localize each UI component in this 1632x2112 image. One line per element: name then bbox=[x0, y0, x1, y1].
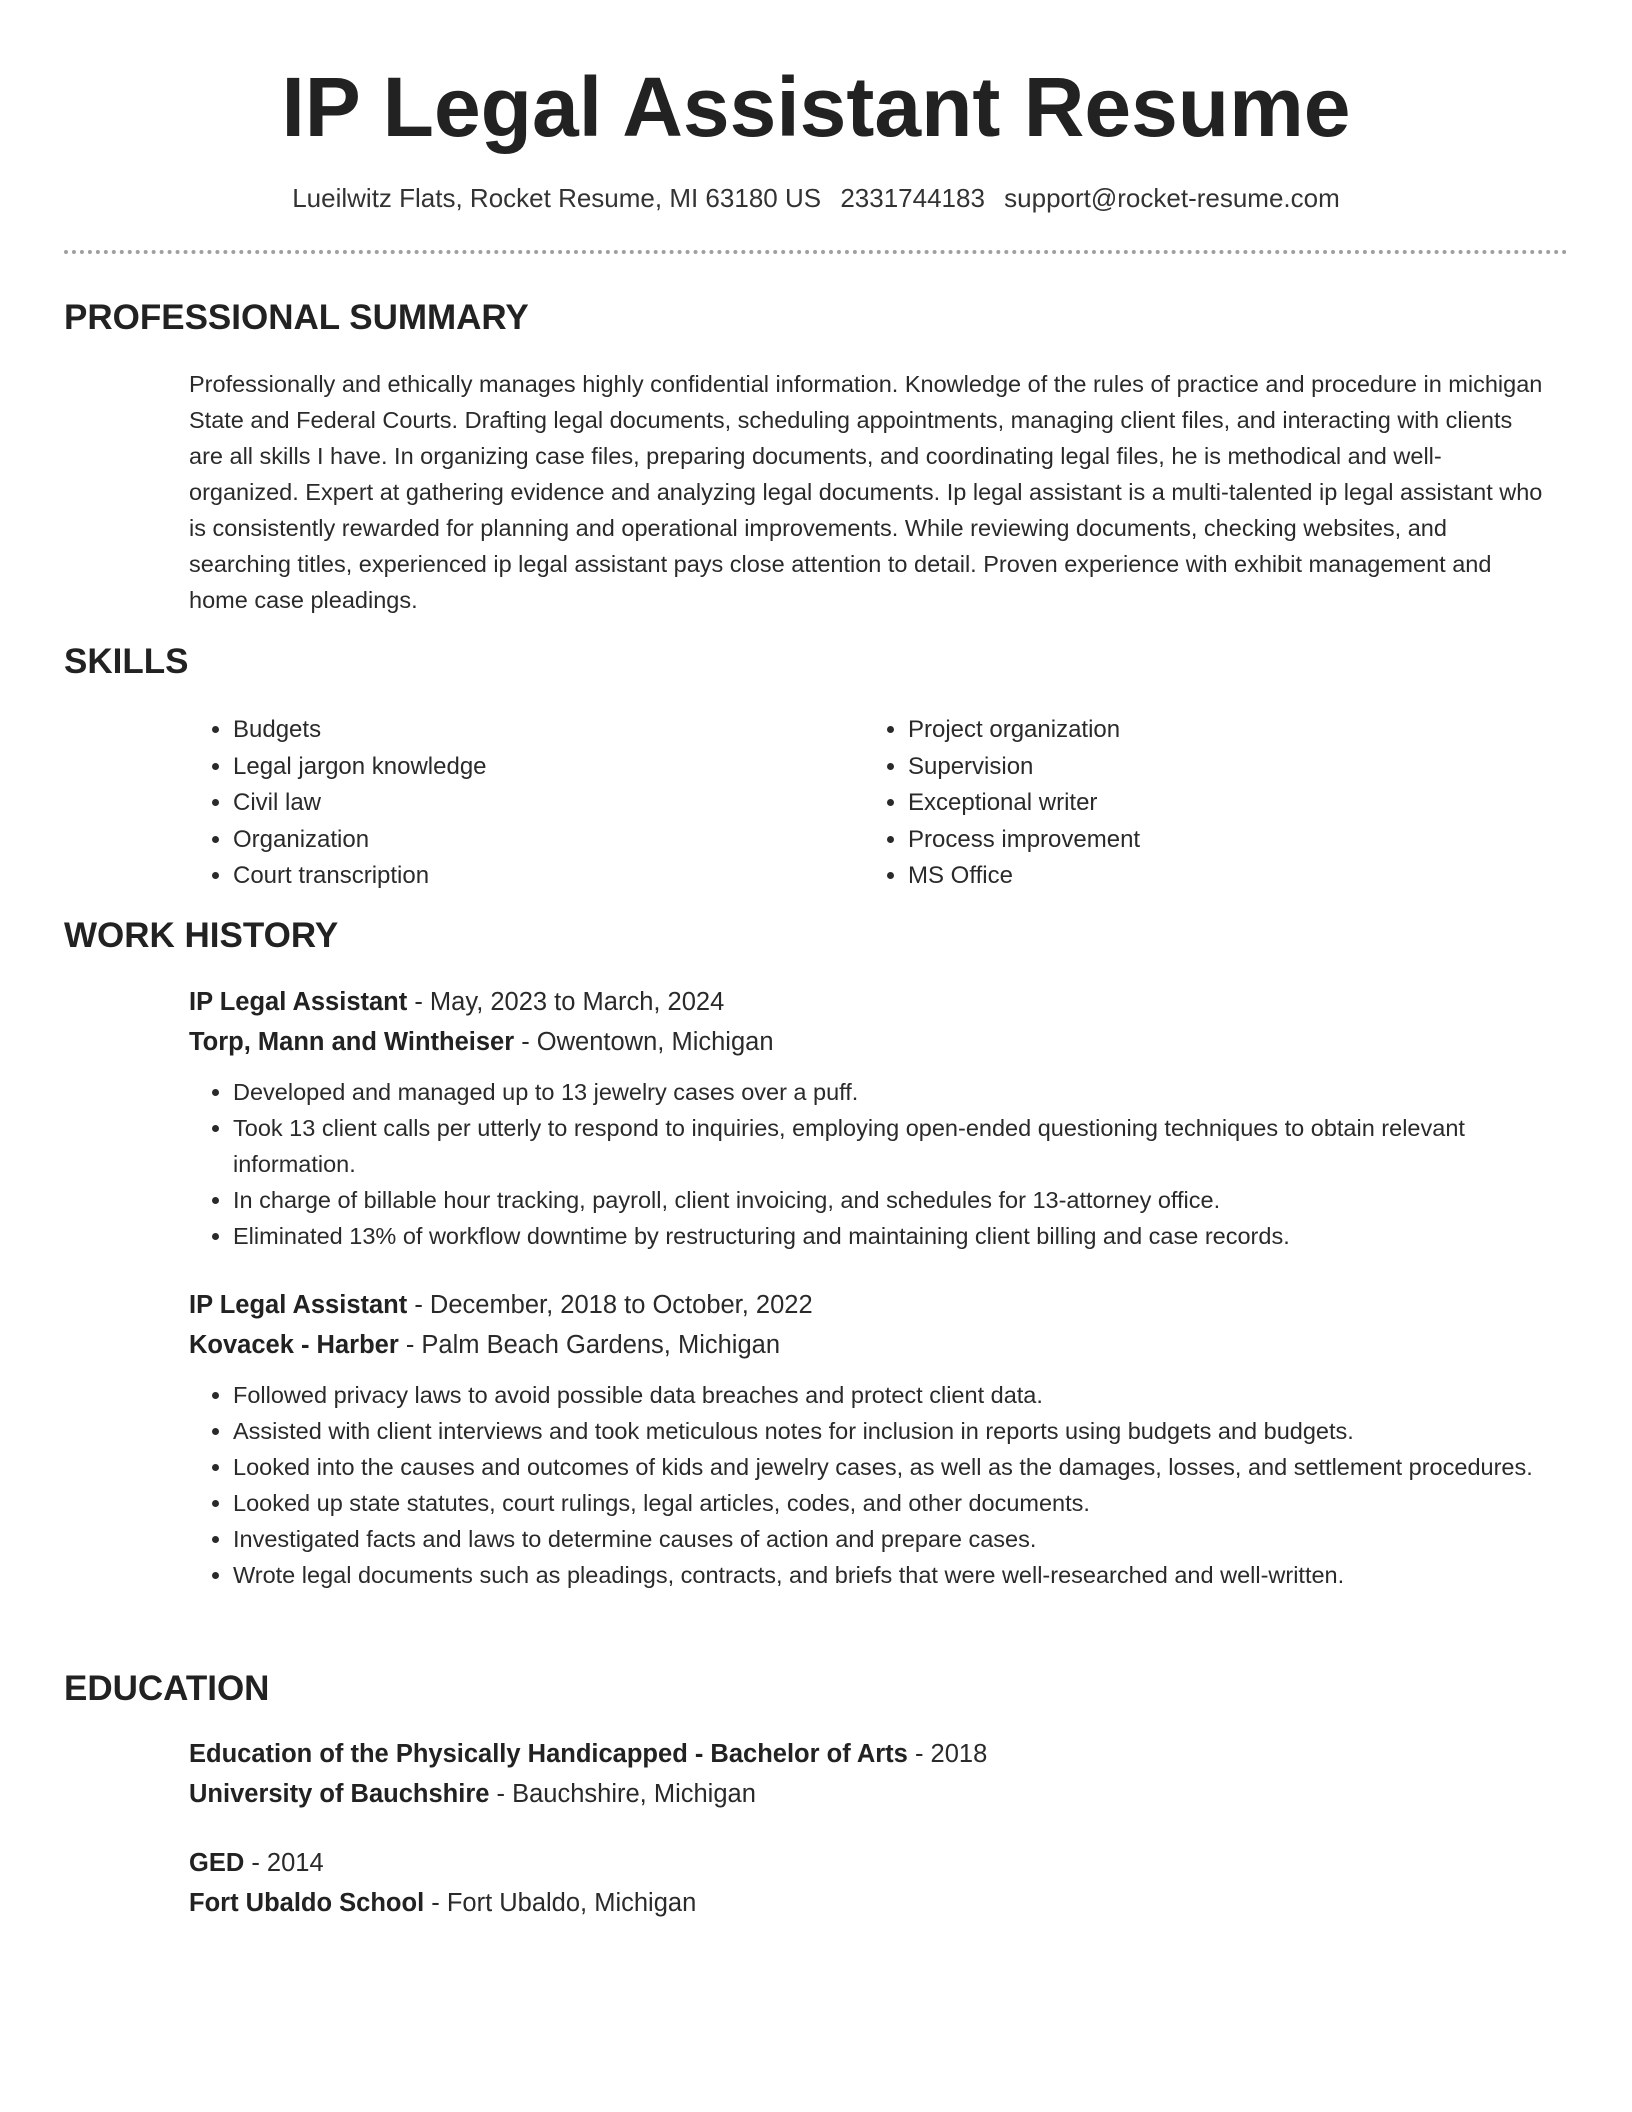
job-entry bbox=[189, 1285, 1549, 1593]
job-bullet: • Wrote legal documents such as pleadings, contracts, and briefs that were well-researched and well-written. bbox=[233, 1557, 1549, 1593]
summary-heading: PROFESSIONAL SUMMARY bbox=[64, 298, 529, 337]
education-degree: Education of the Physically Handicapped - Bachelor of Arts bbox=[189, 1740, 908, 1768]
education-school: Fort Ubaldo School bbox=[189, 1889, 425, 1917]
job-location: - Palm Beach Gardens, Michigan bbox=[398, 1331, 781, 1359]
education-entry bbox=[189, 1843, 1549, 1923]
job-bullet: • Assisted with client interviews and took meticulous notes for inclusion in reports using budgets and budgets. bbox=[233, 1413, 1549, 1449]
skill-item: • MS Office bbox=[908, 858, 1508, 895]
job-company: Kovacek - Harber bbox=[189, 1331, 399, 1359]
job-bullet: • Investigated facts and laws to determine causes of action and prepare cases. bbox=[233, 1521, 1549, 1557]
skill-item: • Process improvement bbox=[908, 822, 1508, 859]
job-location: - Owentown, Michigan bbox=[514, 1028, 774, 1056]
job-bullet: • Looked up state statutes, court rulings, legal articles, codes, and other documents. bbox=[233, 1485, 1549, 1521]
job-company: Torp, Mann and Wintheiser bbox=[189, 1028, 515, 1056]
job-bullet: • Eliminated 13% of workflow downtime by restructuring and maintaining client billing and case records. bbox=[233, 1218, 1549, 1254]
job-bullets bbox=[189, 1074, 1549, 1254]
skill-item: • Organization bbox=[233, 822, 833, 859]
skills-list-left bbox=[189, 712, 833, 895]
education-school-line bbox=[189, 1774, 1549, 1814]
skill-item: • Exceptional writer bbox=[908, 785, 1508, 822]
skill-item: • Civil law bbox=[233, 785, 833, 822]
job-bullet: • Took 13 client calls per utterly to respond to inquiries, employing open-ended questioning techniques to obtain relevant information. bbox=[233, 1110, 1549, 1182]
education-degree-line bbox=[189, 1734, 1549, 1774]
summary-text: Professionally and ethically manages highly confidential information. Knowledge of the rules of practice and procedure in michigan State and Federal Courts. Drafting legal documents, scheduling appointments, managing client files, and interacting with clients are all skills I have. In organizing case files, preparing documents, and coordinating legal files, he is methodical and well-organized. Expert at gathering evidence and analyzing legal documents. Ip legal assistant is a multi-talented ip legal assistant who is consistently rewarded for planning and operational improvements. While reviewing documents, checking websites, and searching titles, experienced ip legal assistant pays close attention to detail. Proven experience with exhibit management and home case pleadings. bbox=[189, 371, 1543, 613]
job-dates: - December, 2018 to October, 2022 bbox=[407, 1291, 813, 1319]
contact-line bbox=[0, 180, 1632, 216]
job-title-line bbox=[189, 1285, 1549, 1325]
skills-list-right bbox=[864, 712, 1508, 895]
job-title: IP Legal Assistant bbox=[189, 1291, 408, 1319]
education-heading: EDUCATION bbox=[64, 1669, 270, 1708]
job-bullet: • In charge of billable hour tracking, payroll, client invoicing, and schedules for 13-attorney office. bbox=[233, 1182, 1549, 1218]
skill-item: • Legal jargon knowledge bbox=[233, 749, 833, 786]
job-dates: - May, 2023 to March, 2024 bbox=[407, 988, 725, 1016]
job-title-line bbox=[189, 982, 1549, 1022]
skill-item: • Court transcription bbox=[233, 858, 833, 895]
education-year: - 2014 bbox=[244, 1849, 324, 1877]
education-school: University of Bauchshire bbox=[189, 1780, 490, 1808]
job-title: IP Legal Assistant bbox=[189, 988, 408, 1016]
job-company-line bbox=[189, 1325, 1549, 1365]
job-bullet: • Developed and managed up to 13 jewelry cases over a puff. bbox=[233, 1074, 1549, 1110]
job-bullet: • Looked into the causes and outcomes of kids and jewelry cases, as well as the damages, losses, and settlement procedures. bbox=[233, 1449, 1549, 1485]
skills-heading: SKILLS bbox=[64, 642, 189, 681]
skill-item: • Project organization bbox=[908, 712, 1508, 749]
education-location: - Bauchshire, Michigan bbox=[489, 1780, 756, 1808]
education-location: - Fort Ubaldo, Michigan bbox=[424, 1889, 697, 1917]
education-entry bbox=[189, 1734, 1549, 1814]
skill-item: • Supervision bbox=[908, 749, 1508, 786]
contact-email: support@rocket-resume.com bbox=[1004, 183, 1340, 213]
job-bullet: • Followed privacy laws to avoid possible data breaches and protect client data. bbox=[233, 1377, 1549, 1413]
job-bullets bbox=[189, 1377, 1549, 1593]
skill-item: • Budgets bbox=[233, 712, 833, 749]
education-degree: GED bbox=[189, 1849, 245, 1877]
job-company-line bbox=[189, 1022, 1549, 1062]
education-degree-line bbox=[189, 1843, 1549, 1883]
job-entry bbox=[189, 982, 1549, 1254]
header-divider bbox=[64, 250, 1568, 254]
work-history-heading: WORK HISTORY bbox=[64, 916, 339, 955]
contact-address: Lueilwitz Flats, Rocket Resume, MI 63180 US bbox=[292, 183, 822, 213]
resume-title: IP Legal Assistant Resume bbox=[281, 60, 1351, 154]
education-year: - 2018 bbox=[907, 1740, 988, 1768]
education-school-line bbox=[189, 1883, 1549, 1923]
contact-phone: 2331744183 bbox=[840, 183, 985, 213]
